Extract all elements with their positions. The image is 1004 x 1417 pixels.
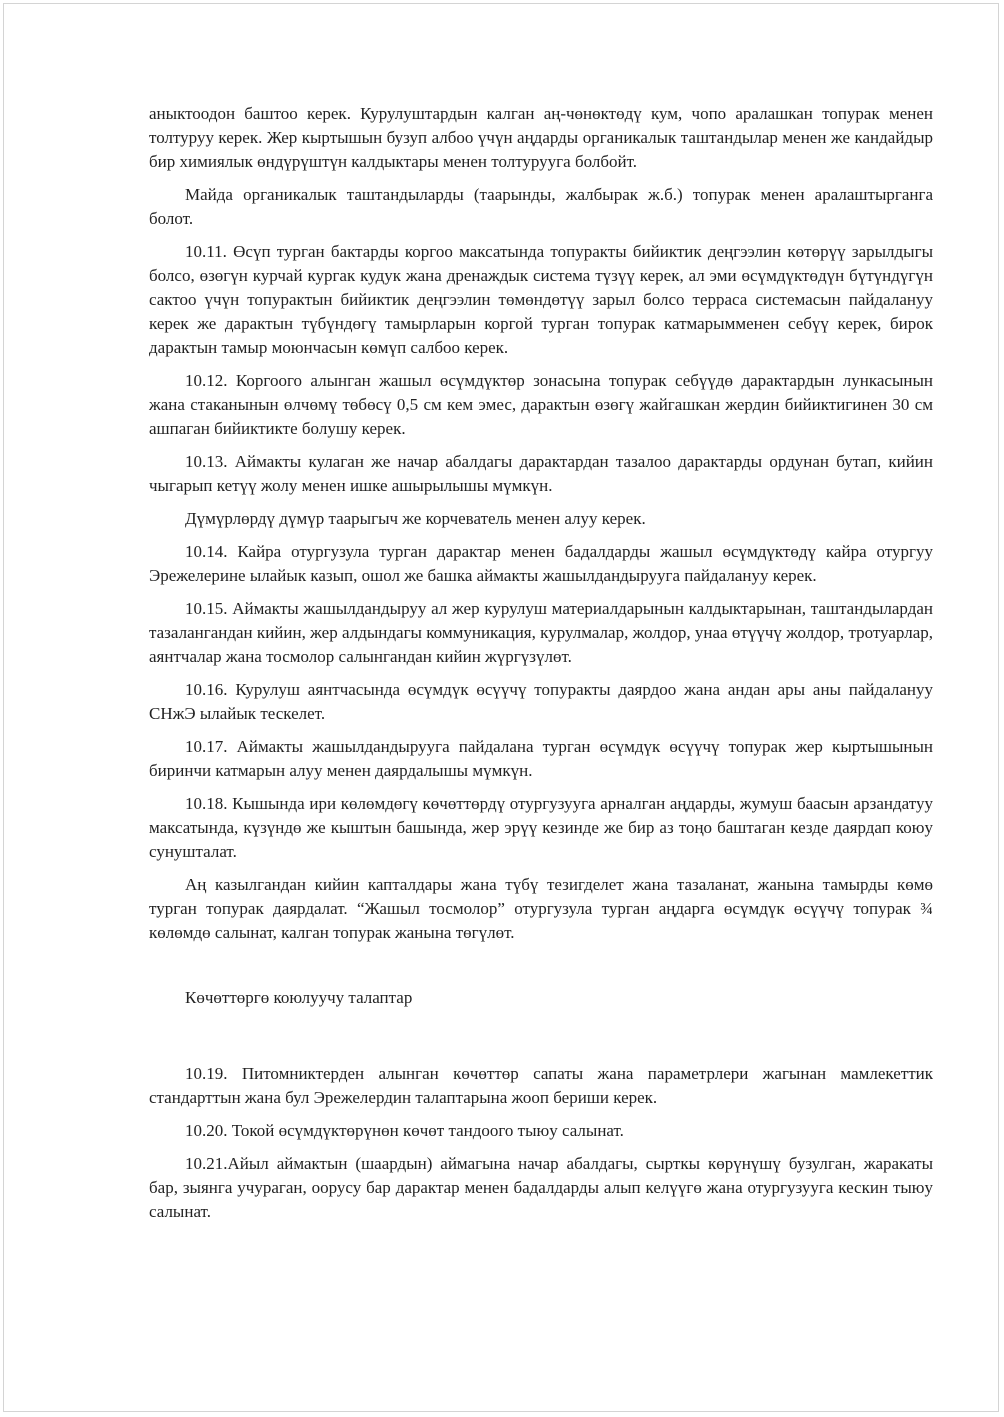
- paragraph-10-18: 10.18. Кышында ири көлөмдөгү көчөттөрдү отургузууга арналган аңдарды, жумуш баасын арзандатуу максатында, күзүндө же кыштын башында, жер эрүү кезинде же бир аз тоңо баштаган кезде даярдап коюу сунушталат.: [149, 794, 933, 861]
- paragraph-continuation: аныктоодон баштоо керек. Курулуштардын калган аң-чөнөктөдү кум, чопо аралашкан топурак менен толтуруу керек. Жер кыртышын бузуп албоо үчүн аңдарды органикалык таштандылар менен же кандайдыр бир химиялык өндүрүштүн калдыктары менен толтурууга болбойт.: [149, 104, 933, 171]
- paragraph-10-11: 10.11. Өсүп турган бактарды коргоо максатында топуракты бийиктик деңгээлин көтөрүү зарылдыгы болсо, өзөгүн курчай кургак кудук жана дренаждык система түзүү керек, ал эми өсүмдүктөдүн бүтүндүгүн сактоо үчүн топурактын бийиктик деңгээлин төмөндөтүү зарыл болсо терраса системасын пайдалануу керек же дарактын түбүндөгү тамырларын коргой турган топурак катмарымменен себүү керек, бирок дарактын тамыр моюнчасын көмүп салбоо керек.: [149, 242, 933, 357]
- paragraph-10-17: 10.17. Аймакты жашылдандырууга пайдалана турган өсүмдүк өсүүчү топурак жер кыртышынын биринчи катмарын алуу менен даярдалышы мүмкүн.: [149, 737, 933, 780]
- paragraph-10-16: 10.16. Курулуш аянтчасында өсүмдүк өсүүчү топуракты даярдоо жана андан ары аны пайдалануу СНжЭ ылайык тескелет.: [149, 680, 933, 723]
- paragraph-stumps: Дүмүрлөрдү дүмүр таарыгыч же корчеватель менен алуу керек.: [185, 509, 646, 528]
- paragraph-10-20: 10.20. Токой өсүмдүктөрүнөн көчөт тандоого тыюу салынат.: [185, 1121, 624, 1140]
- section-heading: Көчөттөргө коюлуучу талаптар: [185, 988, 413, 1007]
- paragraph-10-21: 10.21.Айыл аймактын (шаардын) аймагына начар абалдагы, сырткы көрүнүшү бузулган, жаракаты бар, зыянга учураган, оорусу бар дарактар менен бадалдарды алып келүүгө жана отургузууга кескин тыюу салынат.: [149, 1154, 933, 1221]
- paragraph-10-15: 10.15. Аймакты жашылдандыруу ал жер курулуш материалдарынын калдыктарынан, таштандылардан тазалангандан кийин, жер алдындагы коммуникация, курулмалар, жолдор, унаа өтүүчү жолдор, тротуарлар, аянтчалар жана тосмолор салынгандан кийин жүргүзүлөт.: [149, 599, 933, 666]
- paragraph-10-14: 10.14. Кайра отургузула турган дарактар менен бадалдарды жашыл өсүмдүктөдү кайра отургуу Эрежелерине ылайык казып, ошол же башка аймакты жашылдандырууга пайдалануу керек.: [149, 542, 933, 585]
- document-body: [149, 102, 933, 1233]
- paragraph-organic-waste: Майда органикалык таштандыларды (таарынды, жалбырак ж.б.) топурак менен аралаштырганга болот.: [149, 185, 933, 228]
- paragraph-pits: Аң казылгандан кийин капталдары жана түбү тезигделет жана тазаланат, жанына тамырды көмө турган топурак даярдалат. “Жашыл тосмолор” отургузула турган аңдарга өсүмдүк өсүүчү топурак ¾ көлөмдө салынат, калган топурак жанына төгүлөт.: [149, 875, 933, 942]
- paragraph-10-13: 10.13. Аймакты кулаган же начар абалдагы дарактардан тазалоо дарактарды ордунан бутап, кийин чыгарып кетүү жолу менен ишке ашырылышы мүмкүн.: [149, 452, 933, 495]
- paragraph-10-19: 10.19. Питомниктерден алынган көчөттөр сапаты жана параметрлери жагынан мамлекеттик стандарттын жана бул Эрежелердин талаптарына жооп бериши керек.: [149, 1064, 933, 1107]
- document-page: [3, 3, 999, 1412]
- paragraph-10-12: 10.12. Коргоого алынган жашыл өсүмдүктөр зонасына топурак себүүдө дарактардын лункасынын жана стаканынын өлчөмү төбөсү 0,5 см кем эмес, дарактын өзөгү жайгашкан жердин бийиктигинен 30 см ашпаган бийиктикте болушу керек.: [149, 371, 933, 438]
